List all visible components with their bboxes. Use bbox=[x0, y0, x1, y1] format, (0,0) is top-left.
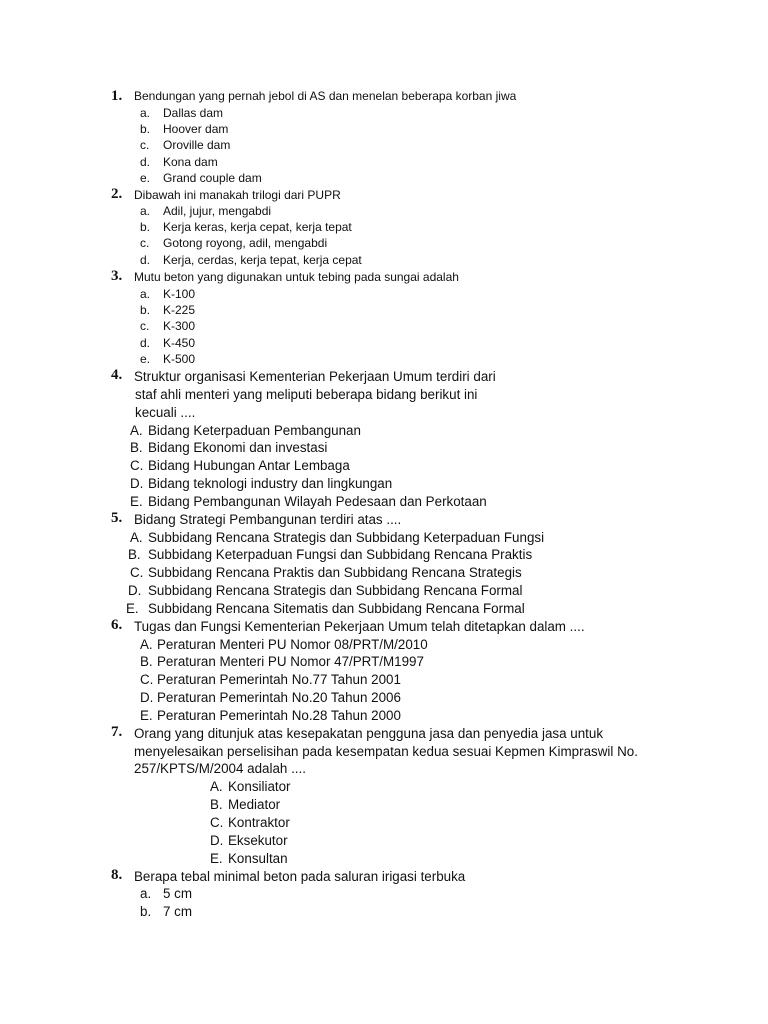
question-6-option-c-label: C. bbox=[140, 672, 154, 687]
question-3-option-c-text: K-300 bbox=[163, 319, 196, 333]
question-7-option-a-text: Konsiliator bbox=[228, 779, 291, 794]
question-4-option-c-label: C. bbox=[130, 458, 144, 473]
question-4-stem-line-2: staf ahli menteri yang meliputi beberapa bidang berikut ini bbox=[135, 387, 478, 402]
question-5-option-c-label: C. bbox=[130, 565, 144, 580]
question-3-option-d-label: d. bbox=[140, 336, 151, 350]
question-1-stem: Bendungan yang pernah jebol di AS dan menelan beberapa korban jiwa bbox=[134, 89, 517, 103]
question-7-option-d-text: Eksekutor bbox=[228, 833, 288, 848]
question-1-option-e-label: e. bbox=[140, 171, 151, 185]
question-6-option-d-text: Peraturan Pemerintah No.20 Tahun 2006 bbox=[157, 690, 401, 705]
question-4-option-b-label: B. bbox=[130, 440, 143, 455]
question-2-option-a-label: a. bbox=[140, 204, 151, 218]
question-2-option-c-text: Gotong royong, adil, mengabdi bbox=[163, 236, 328, 250]
question-6-number: 6. bbox=[111, 617, 123, 633]
question-7-stem-line-2: menyelesaikan perselisihan pada kesempatan kedua sesuai Kepmen Kimpraswil No. bbox=[134, 744, 638, 759]
question-2-option-c-label: c. bbox=[140, 236, 150, 250]
question-1-option-b-text: Hoover dam bbox=[163, 122, 229, 136]
question-8-option-a-label: a. bbox=[140, 886, 152, 901]
question-3-number: 3. bbox=[111, 268, 123, 284]
question-8-stem: Berapa tebal minimal beton pada saluran irigasi terbuka bbox=[134, 869, 466, 884]
question-7-stem-line-1: Orang yang ditunjuk atas kesepakatan pengguna jasa dan penyedia jasa untuk bbox=[134, 726, 604, 741]
question-5-option-b-label: B. bbox=[128, 547, 141, 562]
question-5-option-c-text: Subbidang Rencana Praktis dan Subbidang Rencana Strategis bbox=[148, 565, 522, 580]
question-5-option-a-label: A. bbox=[130, 530, 143, 545]
question-1-option-d-label: d. bbox=[140, 155, 151, 169]
question-7-number: 7. bbox=[111, 724, 123, 740]
question-5-option-d-label: D. bbox=[128, 583, 142, 598]
question-6-option-e-text: Peraturan Pemerintah No.28 Tahun 2000 bbox=[157, 708, 401, 723]
question-2-stem: Dibawah ini manakah trilogi dari PUPR bbox=[134, 188, 341, 202]
question-8-option-b-text: 7 cm bbox=[163, 904, 193, 919]
question-1-option-a-text: Dallas dam bbox=[163, 106, 224, 120]
question-6-option-a-label: A. bbox=[140, 637, 153, 652]
question-4-option-d-text: Bidang teknologi industry dan lingkungan bbox=[148, 476, 393, 491]
question-3-option-b-label: b. bbox=[140, 303, 151, 317]
question-5-option-e-text: Subbidang Rencana Sitematis dan Subbidang Rencana Formal bbox=[148, 601, 525, 616]
question-2-option-b-text: Kerja keras, kerja cepat, kerja tepat bbox=[163, 220, 352, 234]
question-4-number: 4. bbox=[111, 367, 123, 383]
question-4-option-c-text: Bidang Hubungan Antar Lembaga bbox=[148, 458, 350, 473]
question-1-option-e-text: Grand couple dam bbox=[163, 171, 262, 185]
question-4-stem-line-3: kecuali .... bbox=[135, 405, 196, 420]
question-7-option-a-label: A. bbox=[210, 779, 223, 794]
question-3-option-a-text: K-100 bbox=[163, 287, 196, 301]
question-1-option-d-text: Kona dam bbox=[163, 155, 218, 169]
question-6-option-e-label: E. bbox=[140, 708, 153, 723]
question-1-option-c-label: c. bbox=[140, 138, 150, 152]
question-4-option-a-text: Bidang Keterpaduan Pembangunan bbox=[148, 423, 361, 438]
question-5-option-e-label: E. bbox=[126, 601, 139, 616]
question-8-option-b-label: b. bbox=[140, 904, 152, 919]
question-7-option-e-text: Konsultan bbox=[228, 851, 288, 866]
question-5-stem: Bidang Strategi Pembangunan terdiri atas .... bbox=[134, 512, 402, 527]
question-6-stem: Tugas dan Fungsi Kementerian Pekerjaan Umum telah ditetapkan dalam .... bbox=[134, 619, 585, 634]
question-2-option-d-label: d. bbox=[140, 253, 151, 267]
question-1-option-b-label: b. bbox=[140, 122, 151, 136]
question-4-option-a-label: A. bbox=[130, 423, 143, 438]
question-6-option-a-text: Peraturan Menteri PU Nomor 08/PRT/M/2010 bbox=[157, 637, 428, 652]
question-4-option-b-text: Bidang Ekonomi dan investasi bbox=[148, 440, 328, 455]
question-7-option-c-text: Kontraktor bbox=[228, 815, 290, 830]
question-8-number: 8. bbox=[111, 867, 123, 883]
question-6-option-b-label: B. bbox=[140, 654, 153, 669]
question-8-option-a-text: 5 cm bbox=[163, 886, 193, 901]
question-2-option-b-label: b. bbox=[140, 220, 151, 234]
question-3-option-d-text: K-450 bbox=[163, 336, 196, 350]
question-3-option-a-label: a. bbox=[140, 287, 151, 301]
question-1-option-c-text: Oroville dam bbox=[163, 138, 231, 152]
question-5-option-d-text: Subbidang Rencana Strategis dan Subbidang Rencana Formal bbox=[148, 583, 523, 598]
question-4-option-e-label: E. bbox=[130, 494, 143, 509]
question-3-option-e-text: K-500 bbox=[163, 352, 196, 366]
question-7-option-e-label: E. bbox=[210, 851, 223, 866]
question-2-option-a-text: Adil, jujur, mengabdi bbox=[163, 204, 272, 218]
question-7-option-c-label: C. bbox=[210, 815, 224, 830]
question-6-option-d-label: D. bbox=[140, 690, 154, 705]
question-5-option-a-text: Subbidang Rencana Strategis dan Subbidang Keterpaduan Fungsi bbox=[148, 530, 545, 545]
question-3-option-b-text: K-225 bbox=[163, 303, 196, 317]
question-1-option-a-label: a. bbox=[140, 106, 151, 120]
question-3-stem: Mutu beton yang digunakan untuk tebing pada sungai adalah bbox=[134, 270, 459, 284]
question-3-option-e-label: e. bbox=[140, 352, 151, 366]
question-5-number: 5. bbox=[111, 510, 123, 526]
question-7-option-b-label: B. bbox=[210, 797, 223, 812]
question-7-option-b-text: Mediator bbox=[228, 797, 281, 812]
question-7-stem-line-3: 257/KPTS/M/2004 adalah .... bbox=[134, 761, 306, 776]
question-4-option-d-label: D. bbox=[130, 476, 144, 491]
question-4-stem-line-1: Struktur organisasi Kementerian Pekerjaan Umum terdiri dari bbox=[134, 369, 496, 384]
question-6-option-b-text: Peraturan Menteri PU Nomor 47/PRT/M1997 bbox=[157, 654, 424, 669]
question-1-number: 1. bbox=[111, 88, 123, 104]
question-3-option-c-label: c. bbox=[140, 319, 150, 333]
question-6-option-c-text: Peraturan Pemerintah No.77 Tahun 2001 bbox=[157, 672, 401, 687]
question-4-option-e-text: Bidang Pembangunan Wilayah Pedesaan dan Perkotaan bbox=[148, 494, 487, 509]
question-7-option-d-label: D. bbox=[210, 833, 224, 848]
question-2-number: 2. bbox=[111, 186, 123, 202]
question-2-option-d-text: Kerja, cerdas, kerja tepat, kerja cepat bbox=[163, 253, 362, 267]
question-5-option-b-text: Subbidang Keterpaduan Fungsi dan Subbidang Rencana Praktis bbox=[148, 547, 533, 562]
